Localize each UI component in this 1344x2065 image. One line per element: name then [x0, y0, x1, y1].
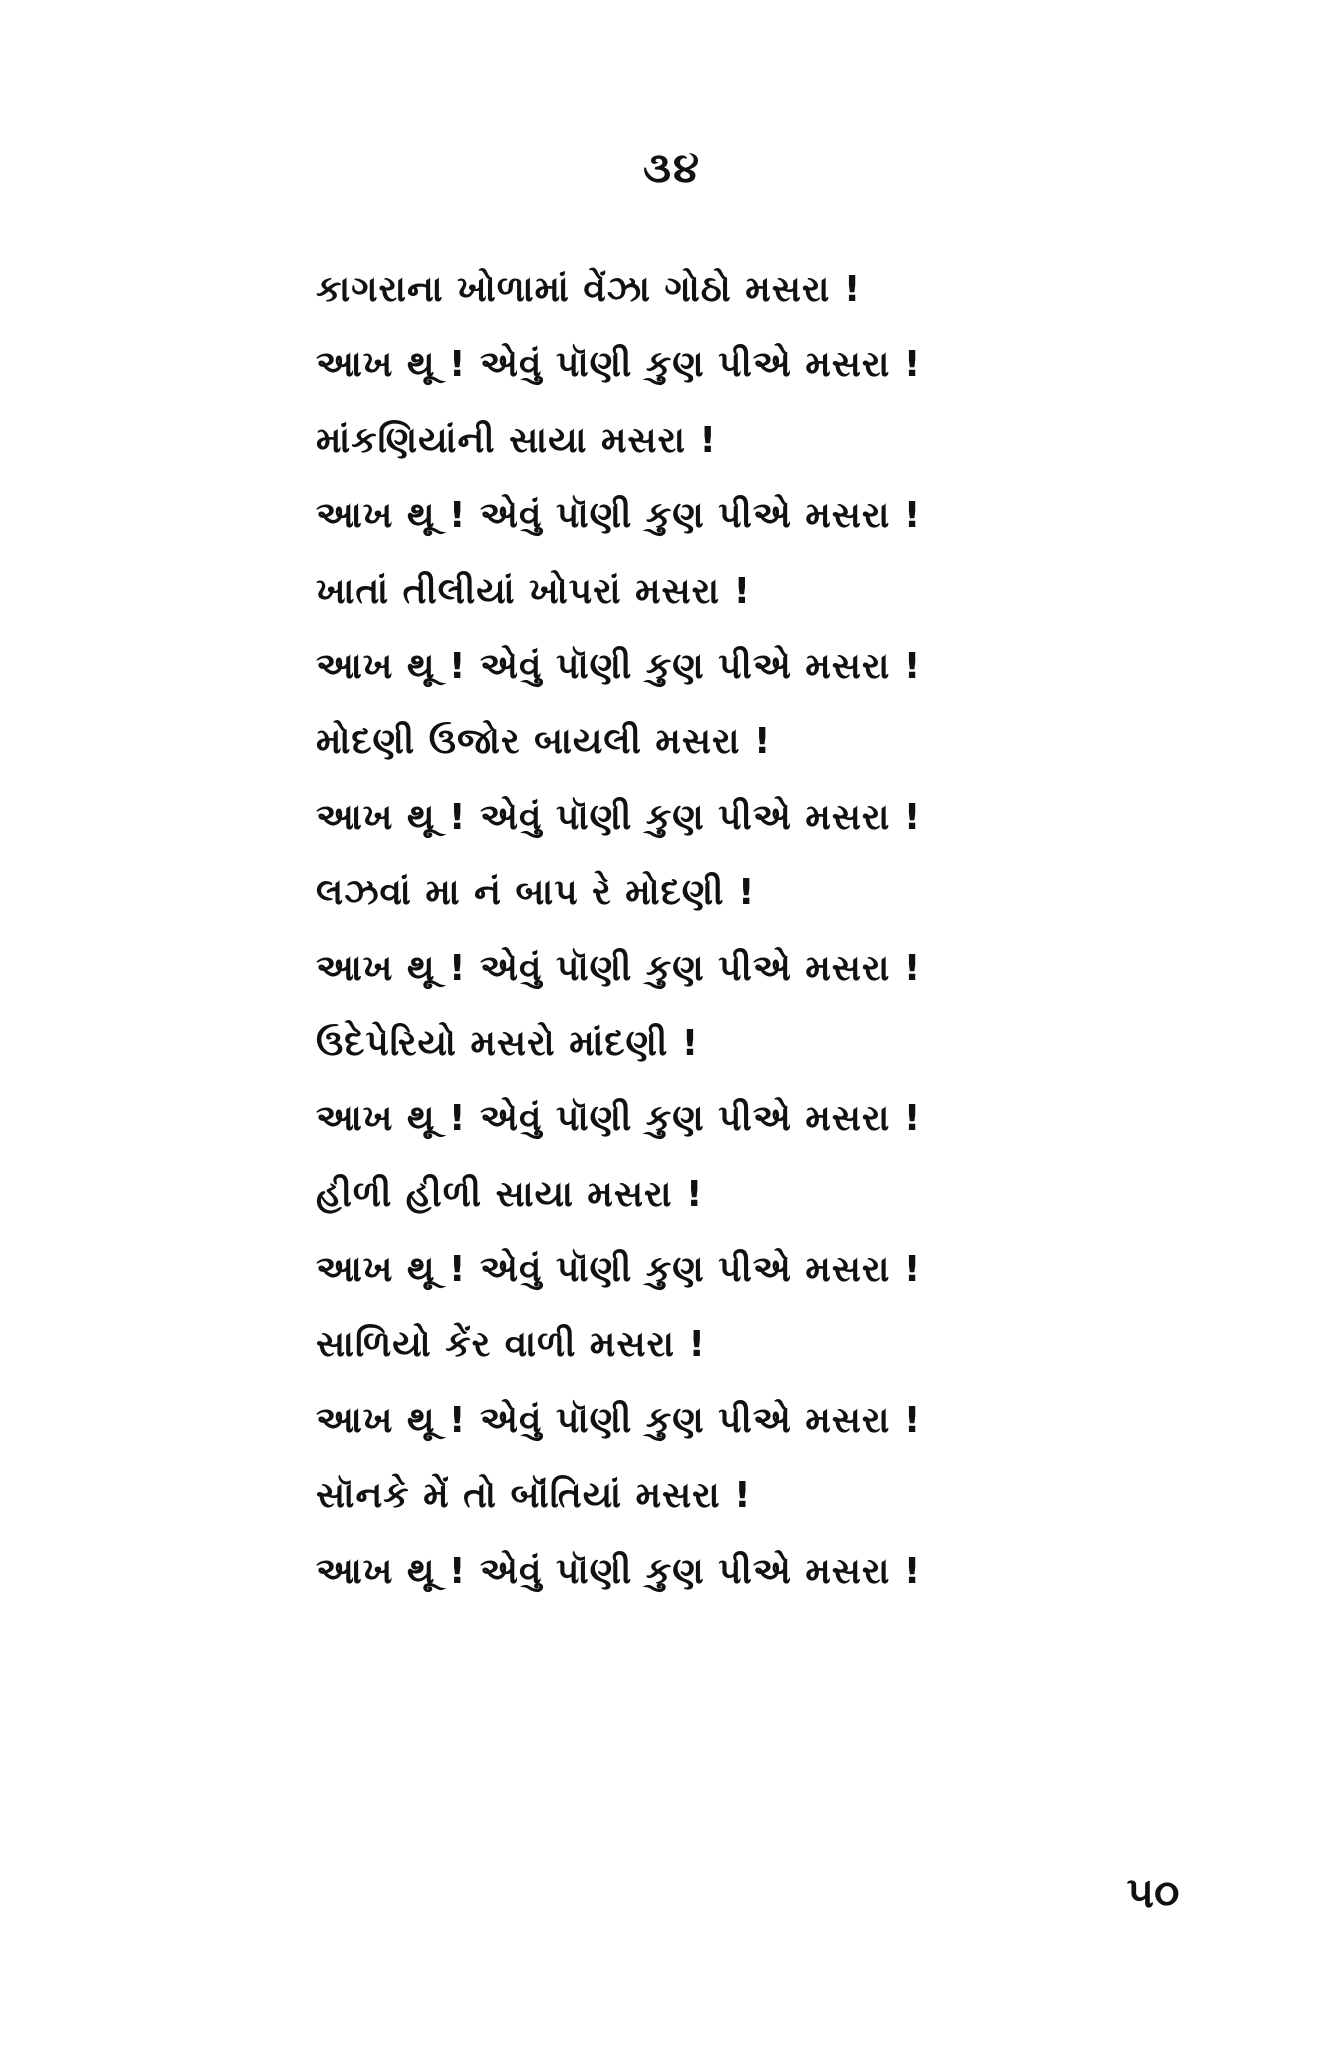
poem-body — [316, 252, 1076, 1609]
poem-number: ૩૪ — [642, 143, 701, 192]
poem-line: લઝવાં મા નં બાપ રે મોદણી ! — [316, 872, 756, 914]
poem-line: માંકણિયાંની સાયા મસરા ! — [316, 419, 717, 461]
poem-line: આખ થૂ ! એવું પૉણી કુણ પીએ મસરા ! — [316, 1550, 922, 1592]
poem-line: સૉનકે મેં તો બૉંતિયાં મસરા ! — [316, 1475, 752, 1517]
poem-line: આખ થૂ ! એવું પૉણી કુણ પીએ મસરા ! — [316, 1399, 922, 1441]
poem-line: ખાતાં તીલીયાં ખોપરાં મસરા ! — [316, 570, 752, 612]
poem-line: સાળિયો કેંર વાળી મસરા ! — [316, 1324, 706, 1366]
poem-line: આખ થૂ ! એવું પૉણી કુણ પીએ મસરા ! — [316, 1098, 922, 1140]
poem-line: આખ થૂ ! એવું પૉણી કુણ પીએ મસરા ! — [316, 645, 922, 687]
poem-line: મોદણી ઉજોર બાયલી મસરા ! — [316, 721, 772, 763]
poem-line: આખ થૂ ! એવું પૉણી કુણ પીએ મસરા ! — [316, 947, 922, 989]
poem-line: ઉદેપેરિયો મસરો માંદણી ! — [316, 1022, 700, 1064]
page-number: ૫૦ — [1126, 1868, 1180, 1917]
poem-line: આખ થૂ ! એવું પૉણી કુણ પીએ મસરા ! — [316, 796, 922, 838]
poem-line: હીળી હીળી સાયા મસરા ! — [316, 1173, 704, 1215]
poem-line: કાગરાના ખોળામાં વેંઝા ગોઠો મસરા ! — [316, 269, 862, 310]
poem-line: આખ થૂ ! એવું પૉણી કુણ પીએ મસરા ! — [316, 344, 922, 386]
poem-line: આખ થૂ ! એવું પૉણી કુણ પીએ મસરા ! — [316, 1249, 922, 1291]
poem-line: આખ થૂ ! એવું પૉણી કુણ પીએ મસરા ! — [316, 495, 922, 537]
